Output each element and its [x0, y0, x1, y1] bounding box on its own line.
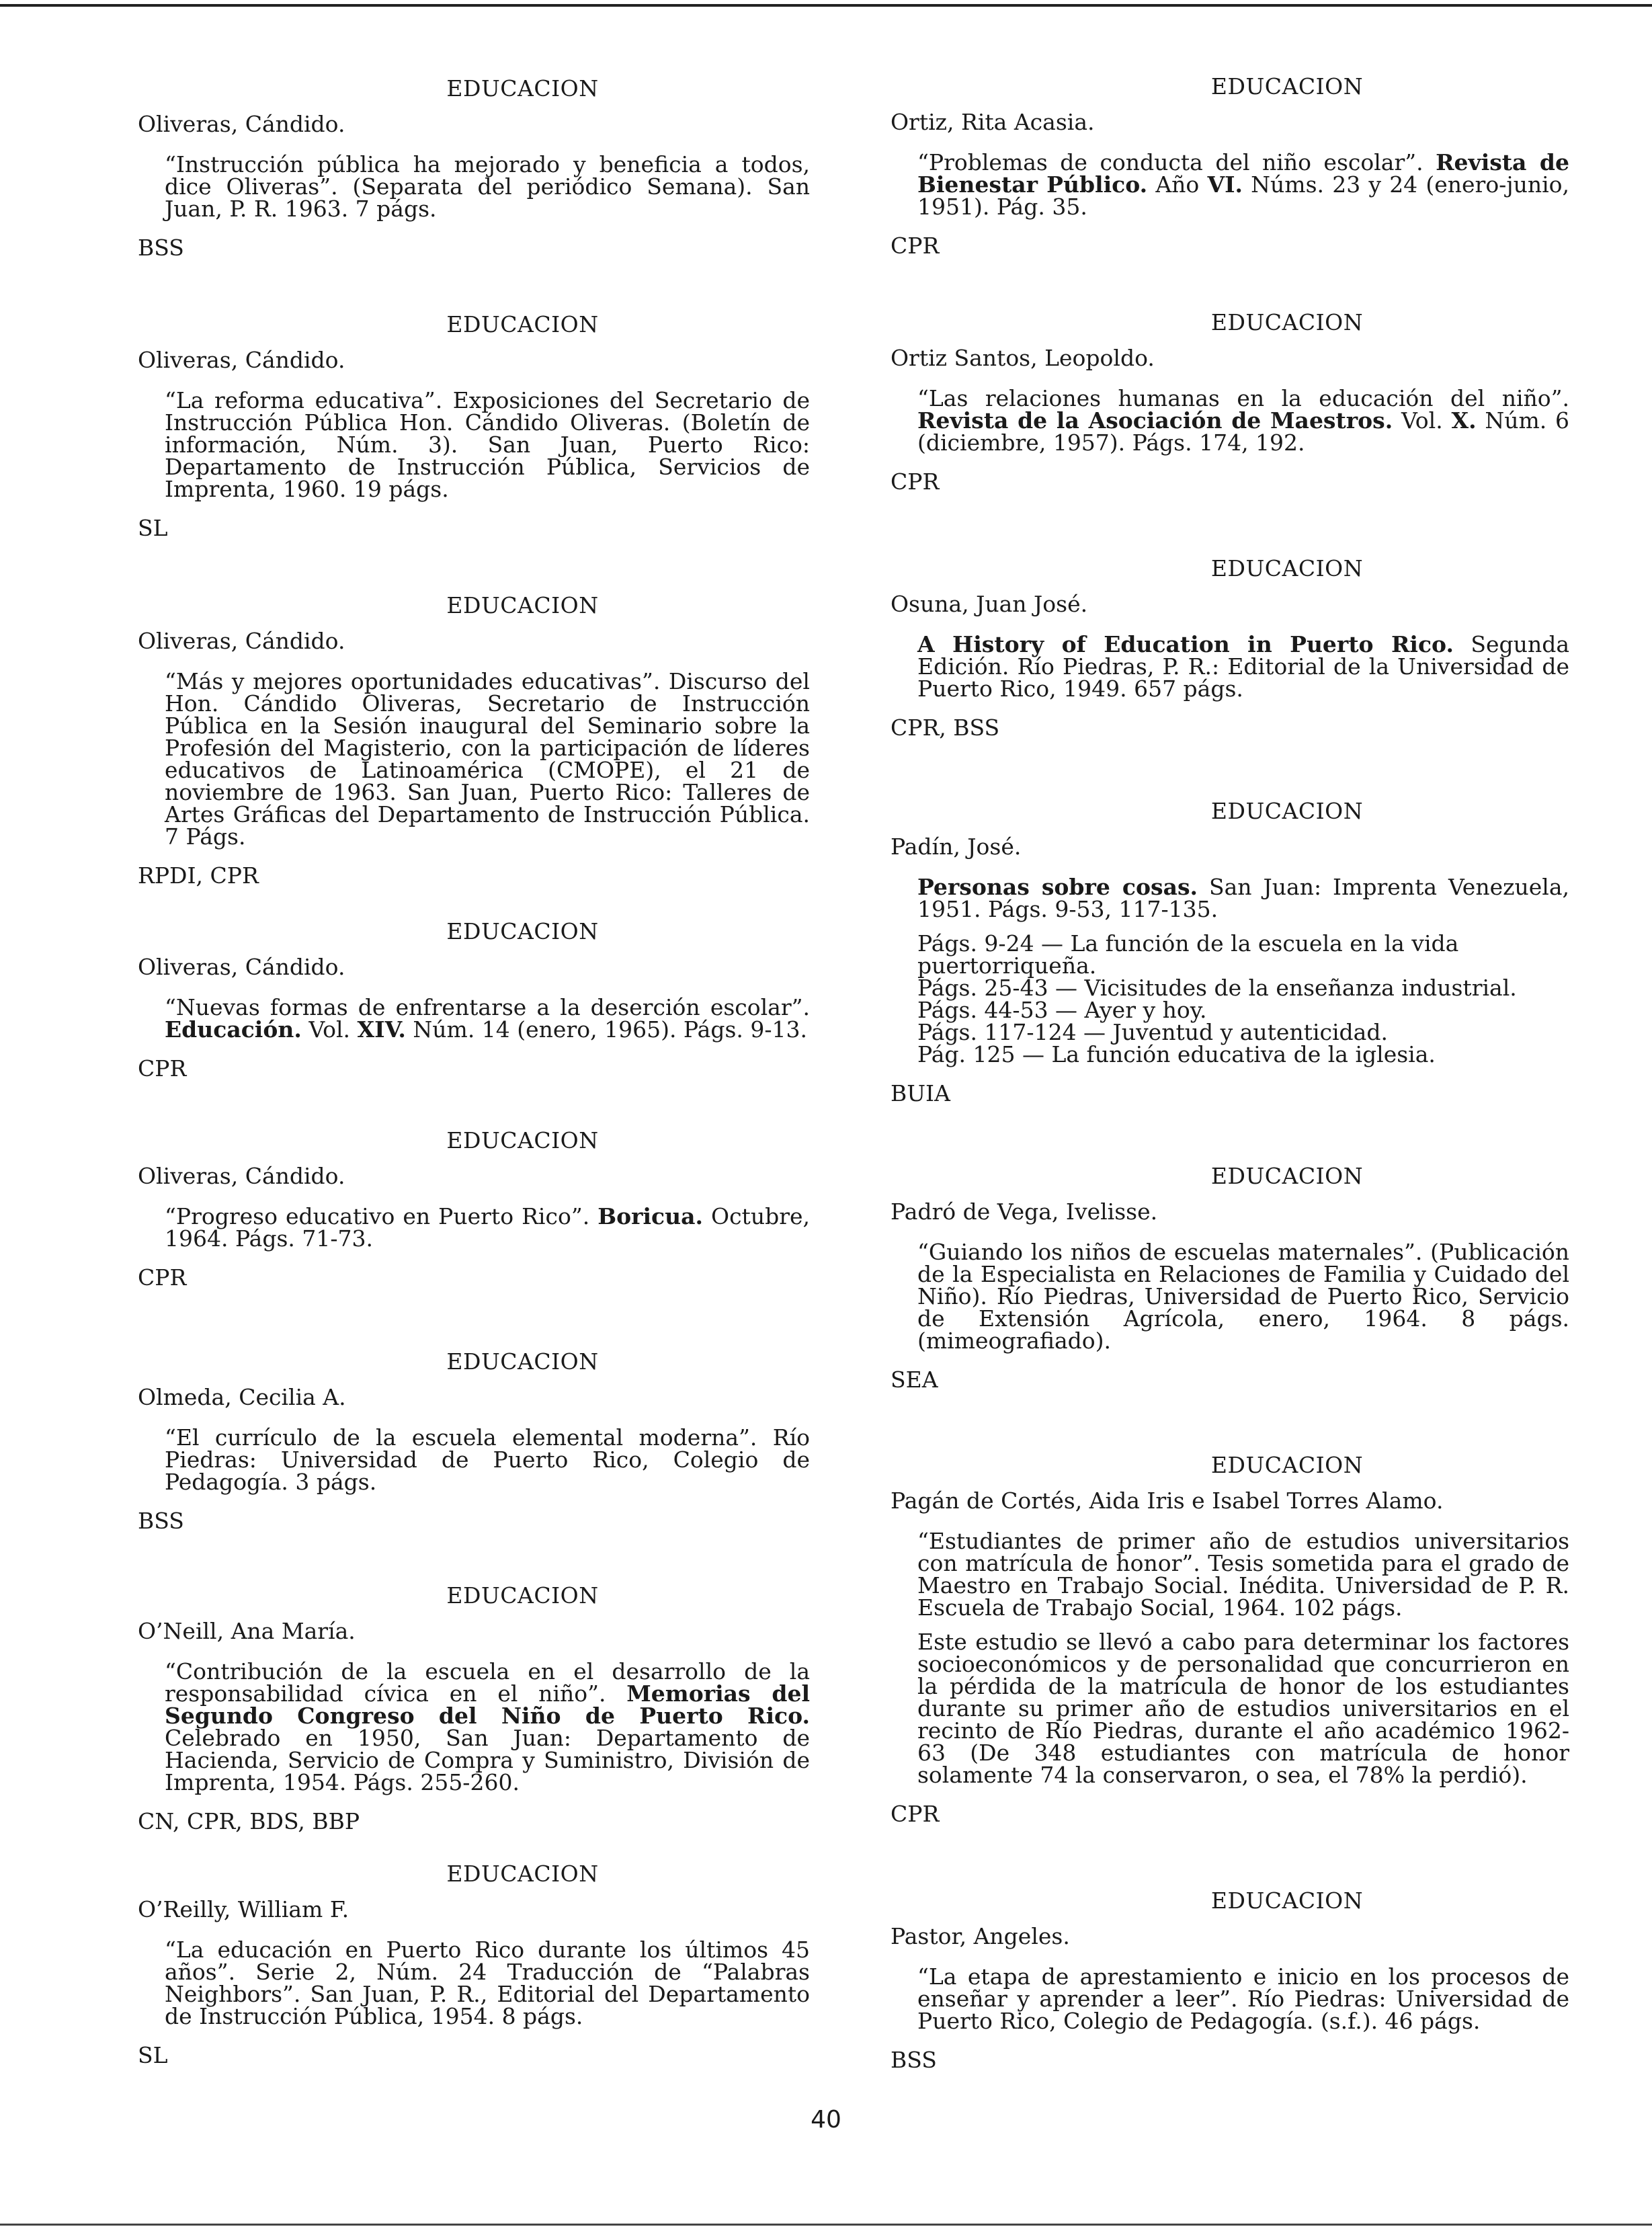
entry-oliveras-4	[138, 918, 810, 1082]
volume-number: XIV.	[357, 1016, 406, 1043]
citation-text: Vol.	[301, 1016, 358, 1043]
entry-ortiz-santos	[891, 309, 1569, 495]
entry-abstract: Este estudio se llevó a cabo para determinar los factores socioeconómicos y de personalidad que concurrieron en la pérdida de la matrícula de honor de los estudiantes durante su primer año de estudios universitarios en el recinto de Río Piedras, durante el año académico 1962-63 (De 348 estudiantes con matrícula de honor solamente 74 la conservaron, o sea, el 78% la perdió).	[917, 1629, 1569, 1788]
entry-library: CPR	[891, 1801, 940, 1827]
citation-text: “Contribución de la escuela en el desarrollo de la responsabilidad cívica en el niño”.	[165, 1658, 810, 1707]
entry-heading: EDUCACION	[1210, 73, 1364, 99]
entry-author: Pastor, Angeles.	[891, 1923, 1070, 1949]
entry-pastor	[891, 1887, 1569, 2073]
entry-library: RPDI, CPR	[138, 862, 259, 889]
entry-citation	[891, 387, 1569, 454]
contents-item: Págs. 44-53 — Ayer y hoy.	[917, 997, 1207, 1023]
entry-author: Ortiz, Rita Acasia.	[891, 109, 1095, 135]
entry-author: Oliveras, Cándido.	[138, 347, 345, 373]
entry-author: Padín, José.	[891, 834, 1022, 860]
entry-author: Oliveras, Cándido.	[138, 1163, 345, 1189]
entry-heading: EDUCACION	[446, 918, 599, 944]
contents-item: Págs. 25-43 — Vicisitudes de la enseñanza industrial.	[917, 975, 1517, 1001]
entry-citation: “Más y mejores oportunidades educativas”. Discurso del Hon. Cándido Oliveras, Secretario de Instrucción Pública en la Sesión inaugural del Seminario sobre la Profesión del Magisterio, con la participación de líderes educativos de Latinoamérica (CMOPE), el 21 de noviembre de 1963. San Juan, Puerto Rico: Talleres de Artes Gráficas del Departamento de Instrucción Pública. 7 Págs.	[165, 668, 810, 850]
entry-oliveras-5	[138, 1127, 810, 1291]
citation-text: Octubre, 1964. Págs. 71-73.	[165, 1203, 810, 1252]
entry-citation: “La reforma educativa”. Exposiciones del Secretario de Instrucción Pública Hon. Cándido Oliveras. (Boletín de información, Núm. 3). San Juan, Puerto Rico: Departamento de Instrucción Pública, Servicios de Imprenta, 1960. 19 págs.	[165, 387, 810, 502]
entry-heading: EDUCACION	[446, 1348, 599, 1375]
citation-text: Vol.	[1393, 407, 1452, 434]
book-title: Memorias del Segundo Congreso del Niño de Puerto Rico.	[165, 1680, 810, 1729]
entry-library: SL	[138, 2042, 168, 2068]
entry-heading: EDUCACION	[1210, 309, 1364, 335]
journal-title: Revista de la Asociación de Maestros.	[917, 407, 1393, 434]
entry-author: Osuna, Juan José.	[891, 591, 1088, 617]
entry-citation	[138, 1205, 810, 1250]
entry-heading: EDUCACION	[1210, 555, 1364, 581]
entry-oneill	[138, 1582, 810, 1834]
citation-text: Celebrado en 1950, San Juan: Departamento de Hacienda, Servicio de Compra y Suministro, División de Imprenta, 1954. Págs. 255-260.	[165, 1725, 810, 1795]
entry-citation	[138, 996, 810, 1041]
citation-text: San Juan: Imprenta Venezuela, 1951. Págs. 9-53, 117-135.	[917, 874, 1569, 922]
entry-library: SEA	[891, 1367, 938, 1393]
entry-library: CPR, BSS	[891, 715, 1000, 741]
entry-citation: “Guiando los niños de escuelas maternales”. (Publicación de la Especialista en Relaciones de Familia y Cuidado del Niño). Río Piedras, Universidad de Puerto Rico, Servicio de Extensión Agrícola, enero, 1964. 8 págs. (mimeografiado).	[917, 1239, 1569, 1354]
entry-citation: “La etapa de aprestamiento e inicio en los procesos de enseñar y aprender a leer”. Río Piedras: Universidad de Puerto Rico, Colegio de Pedagogía. (s.f.). 46 págs.	[917, 1963, 1569, 2034]
entry-ortiz-rita	[891, 73, 1569, 259]
entry-citation	[891, 151, 1569, 218]
journal-title: Educación.	[165, 1016, 302, 1043]
entry-library: CPR	[138, 1055, 187, 1082]
entry-oliveras-2	[138, 311, 810, 541]
entry-heading: EDUCACION	[446, 1861, 599, 1887]
citation-text: Núms. 23 y 24 (enero-junio, 1951). Pág. 35.	[917, 171, 1569, 220]
entry-author: Oliveras, Cándido.	[138, 111, 345, 137]
entry-heading: EDUCACION	[1210, 1452, 1364, 1478]
entry-osuna	[891, 555, 1569, 741]
entry-heading: EDUCACION	[446, 1582, 599, 1609]
contents-item: Pág. 125 — La función educativa de la iglesia.	[917, 1041, 1436, 1067]
entry-author: Ortiz Santos, Leopoldo.	[891, 345, 1155, 371]
journal-title: Revista de Bienestar Público.	[917, 149, 1569, 198]
contents-list	[891, 932, 1569, 1065]
citation-text: Núm. 6 (diciembre, 1957). Págs. 174, 192.	[917, 407, 1570, 456]
entry-library: SL	[138, 515, 168, 541]
entry-heading: EDUCACION	[446, 75, 599, 101]
book-title: A History of Education in Puerto Rico.	[917, 631, 1454, 657]
entry-padro-de-vega	[891, 1163, 1569, 1393]
entry-library: CPR	[138, 1264, 187, 1291]
citation-text: Segunda Edición. Río Piedras, P. R.: Editorial de la Universidad de Puerto Rico, 1949. 657 págs.	[917, 631, 1569, 702]
entry-heading: EDUCACION	[446, 311, 599, 337]
entry-author: Oliveras, Cándido.	[138, 628, 345, 654]
entry-oliveras-3	[138, 592, 810, 889]
entry-library: CPR	[891, 233, 940, 259]
bottom-rule	[0, 2224, 1652, 2226]
citation-text: “Nuevas formas de enfrentarse a la deserción escolar”.	[165, 994, 810, 1020]
entry-author: O’Reilly, William F.	[138, 1896, 349, 1922]
entry-heading: EDUCACION	[446, 592, 599, 618]
entry-author: O’Neill, Ana María.	[138, 1618, 356, 1644]
contents-item: Págs. 117-124 — Juventud y autenticidad.	[917, 1019, 1388, 1045]
page-number: 40	[811, 2106, 841, 2134]
entry-olmeda	[138, 1348, 810, 1534]
entry-author: Oliveras, Cándido.	[138, 954, 345, 980]
entry-heading: EDUCACION	[1210, 798, 1364, 824]
entry-citation: “La educación en Puerto Rico durante los últimos 45 años”. Serie 2, Núm. 24 Traducción de “Palabras Neighbors”. San Juan, P. R., Editorial del Departamento de Instrucción Pública, 1954. 8 págs.	[165, 1937, 810, 2029]
citation-text: Año	[1147, 171, 1208, 198]
entry-heading: EDUCACION	[446, 1127, 599, 1153]
top-rule	[0, 4, 1652, 7]
entry-citation: “El currículo de la escuela elemental moderna”. Río Piedras: Universidad de Puerto Rico, Colegio de Pedagogía. 3 págs.	[165, 1424, 810, 1495]
citation-text: “Progreso educativo en Puerto Rico”.	[165, 1203, 598, 1229]
entry-author: Pagán de Cortés, Aida Iris e Isabel Torres Alamo.	[891, 1488, 1444, 1514]
entry-author: Padró de Vega, Ivelisse.	[891, 1198, 1158, 1225]
entry-padin	[891, 798, 1569, 1106]
entry-heading: EDUCACION	[1210, 1887, 1364, 1914]
entry-library: BSS	[138, 235, 184, 261]
journal-title: Boricua.	[597, 1203, 703, 1229]
entry-citation: “Estudiantes de primer año de estudios universitarios con matrícula de honor”. Tesis sometida para el grado de Maestro en Trabajo Social. Inédita. Universidad de P. R. Escuela de Trabajo Social, 1964. 102 págs.	[917, 1528, 1569, 1621]
entry-library: BSS	[138, 1508, 184, 1534]
entry-citation: “Instrucción pública ha mejorado y beneficia a todos, dice Oliveras”. (Separata del periódico Semana). San Juan, P. R. 1963. 7 págs.	[165, 151, 810, 222]
entry-citation	[891, 876, 1569, 920]
entry-library: CN, CPR, BDS, BBP	[138, 1808, 360, 1834]
citation-text: Núm. 14 (enero, 1965). Págs. 9-13.	[405, 1016, 807, 1043]
entry-oreilly	[138, 1861, 810, 2068]
book-title: Personas sobre cosas.	[917, 874, 1198, 900]
entry-library: BSS	[891, 2047, 937, 2073]
volume-number: X.	[1451, 407, 1477, 434]
citation-text: “Problemas de conducta del niño escolar”.	[917, 149, 1436, 175]
entry-library: BUIA	[891, 1080, 950, 1106]
volume-number: VI.	[1207, 171, 1243, 198]
entry-heading: EDUCACION	[1210, 1163, 1364, 1189]
entry-citation	[138, 1660, 810, 1793]
entry-citation	[891, 633, 1569, 700]
entry-author: Olmeda, Cecilia A.	[138, 1384, 346, 1410]
entry-pagan-de-cortes	[891, 1452, 1569, 1827]
contents-item: Págs. 9-24 — La función de la escuela en la vida puertorriqueña.	[917, 930, 1459, 979]
entry-library: CPR	[891, 469, 940, 495]
citation-text: “Las relaciones humanas en la educación del niño”.	[917, 385, 1569, 411]
entry-oliveras-1	[138, 75, 810, 261]
